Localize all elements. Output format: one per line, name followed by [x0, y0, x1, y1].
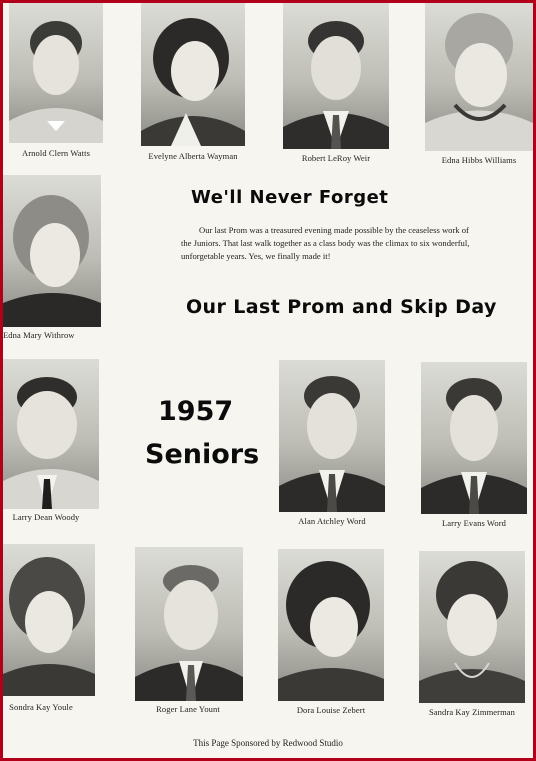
portrait-photo	[283, 3, 389, 149]
senior-name: Sondra Kay Youle	[9, 702, 73, 712]
senior-name: Robert LeRoy Weir	[301, 153, 371, 163]
portrait-photo	[278, 549, 384, 701]
senior-name: Edna Hibbs Williams	[441, 155, 517, 165]
portrait-photo	[9, 3, 103, 143]
senior-name: Roger Lane Yount	[156, 704, 220, 714]
portrait-photo	[3, 544, 95, 696]
paragraph-line: unforgetable years. Yes, we finally made it!	[181, 251, 331, 262]
portrait-photo	[3, 359, 99, 509]
portrait-photo	[3, 175, 101, 327]
senior-name: Edna Mary Withrow	[3, 330, 75, 340]
paragraph-line: Our last Prom was a treasured evening made possible by the ceaseless work of	[199, 225, 469, 235]
heading-never-forget: We'll Never Forget	[191, 187, 389, 208]
portrait-photo	[141, 3, 245, 146]
prom-paragraph	[181, 224, 531, 264]
portrait-photo	[419, 551, 525, 703]
portrait-photo	[421, 362, 527, 514]
senior-name: Larry Dean Woody	[12, 512, 80, 522]
heading-year: 1957	[158, 396, 234, 427]
portrait-photo	[425, 3, 533, 151]
yearbook-page	[3, 3, 533, 758]
footer-sponsor: This Page Sponsored by Redwood Studio	[193, 738, 343, 748]
paragraph-line: the Juniors. That last walk together as a class body was the climax to six wonderful,	[181, 238, 470, 249]
senior-name: Evelyne Alberta Wayman	[148, 151, 238, 161]
senior-name: Arnold Clern Watts	[21, 148, 90, 158]
heading-seniors: Seniors	[145, 439, 260, 470]
senior-name: Dora Louise Zebert	[296, 705, 366, 715]
portrait-photo	[135, 547, 243, 701]
senior-name: Alan Atchley Word	[298, 516, 366, 526]
senior-name: Larry Evans Word	[441, 518, 507, 528]
portrait-photo	[279, 360, 385, 512]
senior-name: Sandra Kay Zimmerman	[428, 707, 516, 717]
heading-prom-skip: Our Last Prom and Skip Day	[186, 296, 497, 318]
